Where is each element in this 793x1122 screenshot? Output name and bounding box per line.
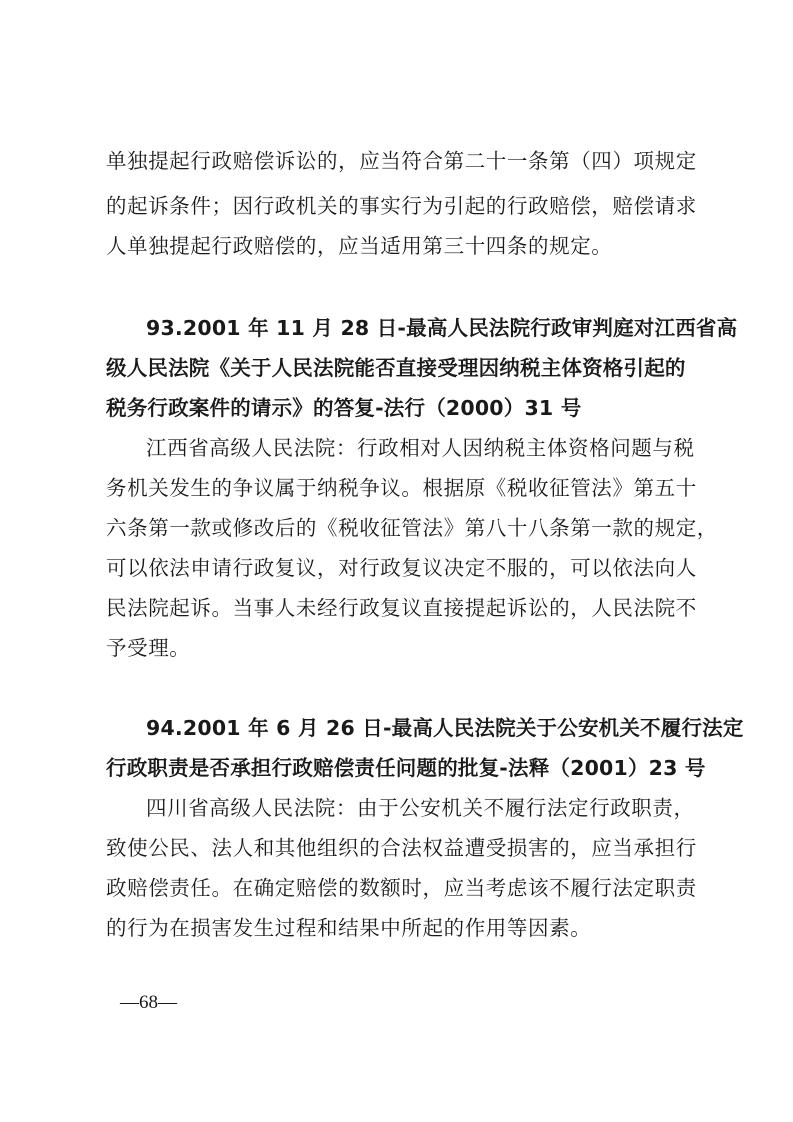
section-93-body-line-2: 务机关发生的争议属于纳税争议。根据原《税收征管法》第五十 — [106, 476, 697, 500]
section-94-body-line-4: 的行为在损害发生过程和结果中所起的作用等因素。 — [106, 916, 592, 940]
section-93-body-line-3: 六条第一款或修改后的《税收征管法》第八十八条第一款的规定， — [106, 516, 718, 540]
continuation-line-2: 的起诉条件；因行政机关的事实行为引起的行政赔偿，赔偿请求 — [106, 194, 697, 218]
section-93-body-line-6: 予受理。 — [106, 636, 191, 660]
section-93-body-line-1: 江西省高级人民法院：行政相对人因纳税主体资格问题与税 — [146, 436, 695, 460]
section-93-heading-line-3: 税务行政案件的请示》的答复-法行（2000）31 号 — [106, 396, 582, 420]
continuation-line-3: 人单独提起行政赔偿的，应当适用第三十四条的规定。 — [106, 234, 613, 258]
section-93-heading-line-1: 93.2001 年 11 月 28 日-最高人民法院行政审判庭对江西省高 — [146, 316, 738, 340]
section-94-body-line-3: 政赔偿责任。在确定赔偿的数额时，应当考虑该不履行法定职责 — [106, 876, 697, 900]
page-number: —68— — [120, 992, 177, 1013]
section-93-body-line-5: 民法院起诉。当事人未经行政复议直接提起诉讼的，人民法院不 — [106, 596, 697, 620]
section-93-body-line-4: 可以依法申请行政复议，对行政复议决定不服的，可以依法向人 — [106, 556, 697, 580]
section-93-heading-line-2: 级人民法院《关于人民法院能否直接受理因纳税主体资格引起的 — [106, 356, 686, 380]
section-94-heading-line-1: 94.2001 年 6 月 26 日-最高人民法院关于公安机关不履行法定 — [146, 716, 744, 740]
section-94-body-line-1: 四川省高级人民法院：由于公安机关不履行法定行政职责， — [146, 796, 695, 820]
section-94-body-line-2: 致使公民、法人和其他组织的合法权益遭受损害的，应当承担行 — [106, 836, 697, 860]
section-94-heading-line-2: 行政职责是否承担行政赔偿责任问题的批复-法释（2001）23 号 — [106, 756, 706, 780]
continuation-line-1: 单独提起行政赔偿诉讼的，应当符合第二十一条第（四）项规定 — [106, 149, 697, 173]
